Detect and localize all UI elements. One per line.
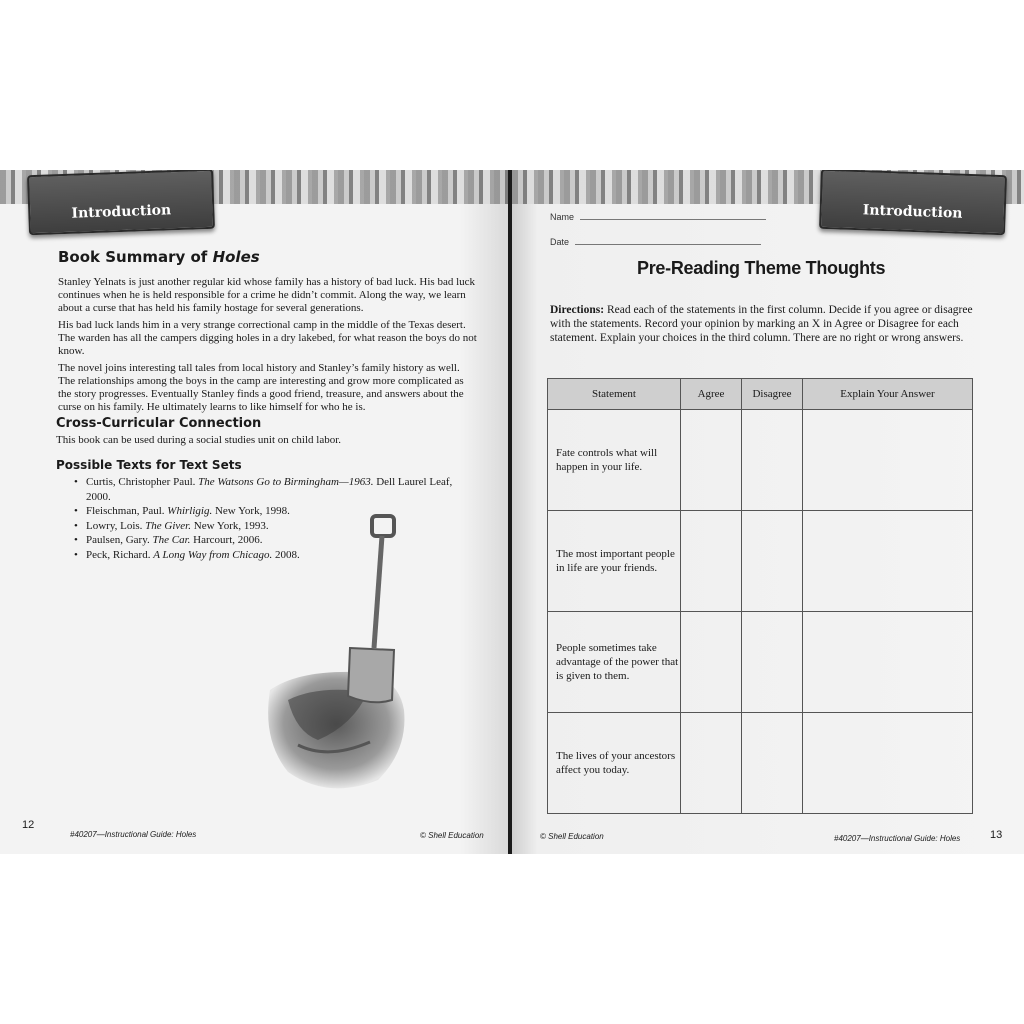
column-header: Disagree [742,379,803,410]
footer-publisher: © Shell Education [540,832,604,841]
introduction-tab-label: Introduction [71,202,172,222]
list-item: • Lowry, Lois. The Giver. New York, 1993. [72,519,472,534]
table-row [548,612,973,713]
disagree-cell[interactable] [742,410,803,511]
directions-text: Read each of the statements in the first column. Decide if you agree or disagree with the statements. Record your opinion by marking an X in Agree or Disagree for each statement. Explain your choices in the third column. There are no right or wrong answers. [550,304,973,344]
statement-cell: People sometimes take advantage of the power that is given to them. [548,612,681,713]
shovel-in-hole-illustration [258,510,418,800]
summary-heading-title: Holes [212,248,260,266]
list-item: • Paulsen, Gary. The Car. Harcourt, 2006. [72,533,472,548]
summary-paragraph: His bad luck lands him in a very strange correctional camp in the middle of the Texas desert. The warden has all the campers digging holes in a dry lakebed, for what reason the boys do not know. [58,319,477,357]
book-spread [0,170,1024,854]
explain-cell[interactable] [803,511,973,612]
introduction-tab [819,170,1007,235]
footer-publisher: © Shell Education [420,831,484,840]
list-item: • Peck, Richard. A Long Way from Chicago. 2008. [72,548,472,563]
disagree-cell[interactable] [742,612,803,713]
disagree-cell[interactable] [742,713,803,814]
directions [550,303,978,345]
cross-curricular-text: This book can be used during a social studies unit on child labor. [56,434,342,446]
agree-cell[interactable] [681,511,742,612]
column-header: Statement [548,379,681,410]
column-header: Explain Your Answer [803,379,973,410]
explain-cell[interactable] [803,713,973,814]
name-field: Name [550,212,766,222]
text-sets-heading: Possible Texts for Text Sets [56,458,242,472]
page-number: 13 [990,829,1003,841]
introduction-tab [27,170,215,235]
summary-heading: Book Summary of Holes [58,248,260,266]
summary-paragraph: The novel joins interesting tall tales from local history and Stanley’s family history as well. The relationships among the boys in the camp are interesting and grow more complicated as the story progresses. Eventually Stanley finds a good friend, treasure, and answers about the curse on his family. He ultimately learns to like himself for who he is. [58,362,464,413]
agree-cell[interactable] [681,612,742,713]
theme-thoughts-table [547,378,973,814]
table-row [548,511,973,612]
explain-cell[interactable] [803,410,973,511]
footer-guide: #40207—Instructional Guide: Holes [834,834,961,843]
footer-guide: #40207—Instructional Guide: Holes [70,830,197,839]
cross-curricular-heading: Cross-Curricular Connection [56,416,262,431]
statement-cell: The most important people in life are your friends. [548,511,681,612]
explain-cell[interactable] [803,612,973,713]
statement-cell: The lives of your ancestors affect you today. [548,713,681,814]
summary-body [58,276,478,418]
left-page [0,170,512,854]
directions-label: Directions: [550,304,605,316]
list-item: • Curtis, Christopher Paul. The Watsons Go to Birmingham—1963. Dell Laurel Leaf, 2000. [72,475,472,504]
statement-cell: Fate controls what will happen in your life. [548,410,681,511]
page-title: Pre-Reading Theme Thoughts [637,258,886,278]
date-field: Date [550,237,761,247]
disagree-cell[interactable] [742,511,803,612]
right-page [512,170,1024,854]
column-header: Agree [681,379,742,410]
page-number: 12 [22,819,35,831]
table-row [548,713,973,814]
agree-cell[interactable] [681,713,742,814]
introduction-tab-label: Introduction [862,202,963,222]
summary-paragraph: Stanley Yelnats is just another regular kid whose family has a history of bad luck. His bad luck continues when he is held responsible for a crime he didn’t commit. Along the way, we learn about a curse that has held his family hostage for several generations. [58,276,476,314]
agree-cell[interactable] [681,410,742,511]
table-row [548,410,973,511]
table-header-row [548,379,973,410]
list-item: • Fleischman, Paul. Whirligig. New York, 1998. [72,504,472,519]
